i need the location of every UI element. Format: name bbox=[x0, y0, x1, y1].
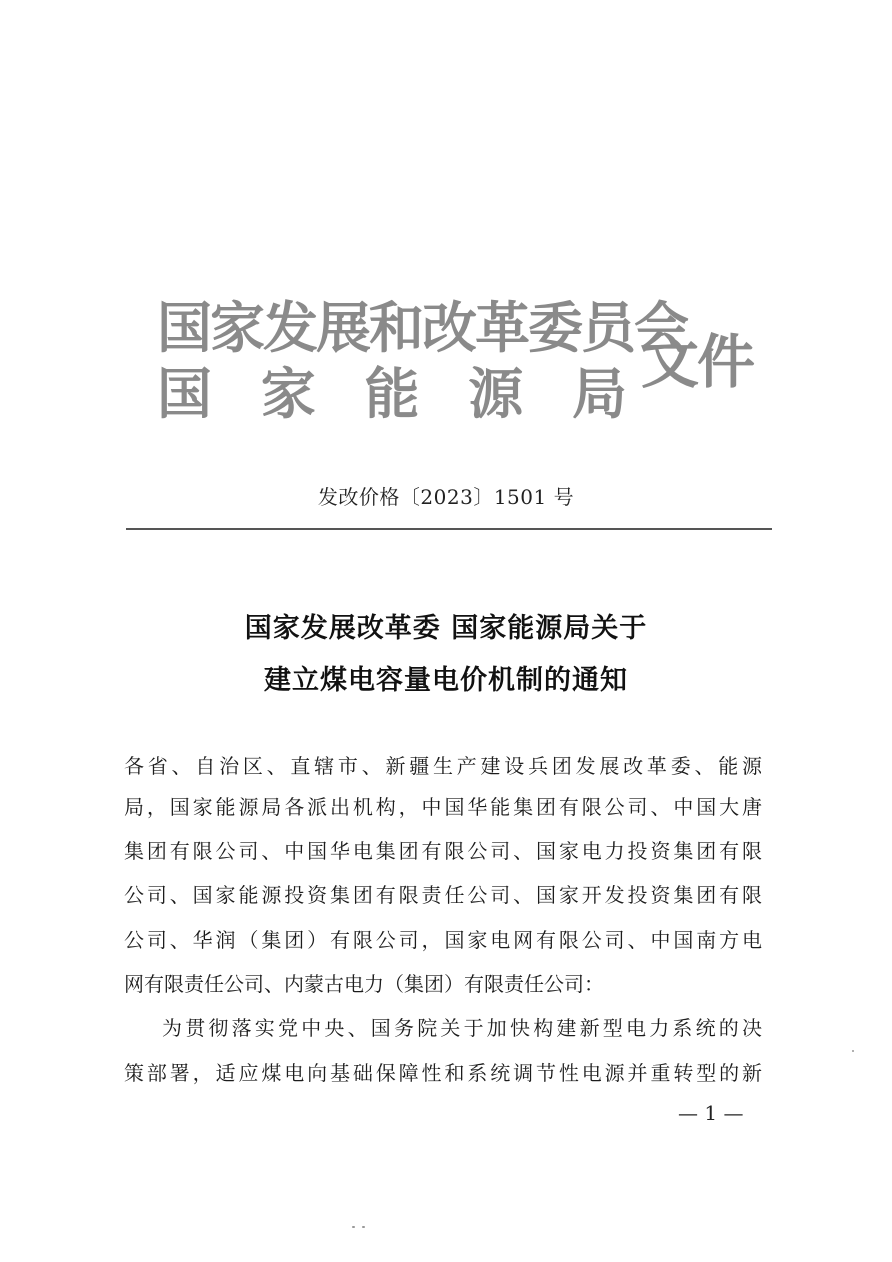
letterhead-line-2 bbox=[157, 362, 627, 426]
body-text-line: 网有限责任公司、内蒙古电力（集团）有限责任公司： bbox=[124, 972, 604, 996]
body-text-line: 公司、华润（集团）有限公司，国家电网有限公司、中国南方电 bbox=[124, 928, 762, 952]
letterhead-char: 能 bbox=[364, 361, 420, 426]
scan-speck bbox=[852, 1050, 854, 1052]
letterhead-line-1: 国家发展和改革委员会 bbox=[157, 295, 688, 360]
body-text-line: 集团有限公司、中国华电集团有限公司、国家电力投资集团有限 bbox=[124, 839, 762, 863]
scan-speck bbox=[352, 1226, 355, 1228]
scan-speck bbox=[362, 1226, 365, 1228]
letterhead-char: 家 bbox=[260, 361, 316, 426]
body-text-line: 各省、自治区、直辖市、新疆生产建设兵团发展改革委、能源 bbox=[124, 754, 762, 778]
page-number: — 1 — bbox=[678, 1101, 744, 1125]
document-title-line-1: 国家发展改革委 国家能源局关于 bbox=[244, 613, 648, 644]
body-text-line: 策部署，适应煤电向基础保障性和系统调节性电源并重转型的新 bbox=[124, 1061, 762, 1085]
body-text-line: 局，国家能源局各派出机构，中国华能集团有限公司、中国大唐 bbox=[124, 795, 762, 819]
letterhead-char: 国 bbox=[157, 361, 213, 426]
body-text-line: 公司、国家能源投资集团有限责任公司、国家开发投资集团有限 bbox=[124, 883, 762, 907]
document-number: 发改价格〔2023〕1501 号 bbox=[317, 485, 575, 509]
letterhead-suffix: 文件 bbox=[641, 328, 754, 396]
letterhead-char: 源 bbox=[468, 361, 524, 426]
body-text-line: 为贯彻落实党中央、国务院关于加快构建新型电力系统的决 bbox=[162, 1016, 762, 1040]
document-title-line-2: 建立煤电容量电价机制的通知 bbox=[264, 665, 628, 696]
letterhead-char: 局 bbox=[571, 361, 627, 426]
header-divider bbox=[126, 528, 772, 530]
